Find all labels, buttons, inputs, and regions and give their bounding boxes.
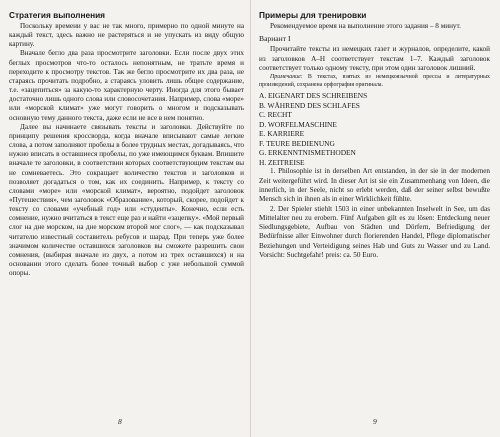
note-label: Примечание: [270, 74, 303, 81]
heading-option: H. ZEITREISE [259, 157, 305, 167]
exercise-text: 1. Philosophie ist in derselben Art entstanden, in der sie in der modernen Zeit weitergeführt wird. In dieser Art ist sie ein Zusammenhang von Ideen, die innerlich, in der Seele, nicht so erlebt werden, daß der seiner selbst bewußte Mensch sich in ihnen als in einer Wirklichkeit fühlte. [259, 167, 490, 204]
exercise-text: 2. Der Spieler stiehlt 1503 in einer unbekannten Inselwelt in See, um das Mittelalter neu zu erobern. Fünf Aufgaben gilt es zu lösen: Entdeckung neuer Siedlungsgebiete, Aufbau von Städten und Dörfern, Befriedigung der Bedürfnisse aller Einwohner durch florierenden Handel, Pflege diplomatischer Beziehungen und Verteidigung seines Hab und Guts zu Wasser und zu Land. Vorsicht: Suchtgefahr! preis: ca. 50 Euro. [259, 204, 490, 260]
task-instruction: Прочитайте тексты из немецких газет и журналов, определите, какой из заголовков A–H соответствует текстам 1–7. Каждый заголовок соответствует только одному тексту, при этом один заголовок лишний. [259, 45, 490, 72]
heading-option: E. KARRIERE [259, 129, 305, 139]
heading-option: G. ERKENNTNISMETHODEN [259, 148, 356, 158]
note [259, 74, 490, 89]
heading-option: B. WÄHREND DES SCHLAFES [259, 100, 360, 110]
page-number: 9 [373, 417, 377, 426]
heading-option: D. WORFELMASCHINE [259, 119, 337, 129]
right-page [250, 0, 500, 437]
left-page-heading: Стратегия выполнения [9, 10, 106, 20]
heading-option: C. RECHT [259, 110, 292, 120]
paragraph: Вначале бегло два раза просмотрите заголовки. Если после двух этих беглых просмотров что-то осталось непонятным, не тратьте время и переходите к просмотру текстов. Так же бегло просмотрите их два раза, не стараясь прочитать подробно, а стараясь уловить лишь общее содержание, т.е. «зацепиться» за какую-то характерную черту. Иногда для этого бывает достаточно лишь одного слова или словосочетания. Например, слова «море» или «морской климат» уже могут говорить о многом и подсказывать основную тему данного текста, даже если не все в нем понятно. [9, 49, 244, 122]
time-recommendation: Рекомендуемое время на выполнение этого задания – 8 минут. [270, 22, 461, 30]
right-page-heading: Примеры для тренировки [259, 10, 367, 20]
paragraph: Поскольку времени у вас не так много, примерно по одной минуте на каждый текст, здесь важно не растеряться и не упускать из виду общую картину. [9, 22, 244, 49]
note-text: В текстах, взятых из немецкоязычной прессы и литературных произведений, сохранена орфография оригинала. [259, 74, 490, 88]
heading-options-list [259, 91, 490, 167]
heading-option: F. TEURE BEDIENUNG [259, 138, 335, 148]
heading-option: A. EIGENART DES SCHREIBENS [259, 91, 368, 100]
paragraph: Далее вы начинаете связывать тексты и заголовки. Действуйте по принципу решения кроссворда, когда вначале вписывают самые легкие слова, а потом заполняют пробелы в более трудных местах, догадываясь, что нужно вписать в оставшиеся пробелы, по уже имеющимся буквам. Впишите вначале те заголовки, в соответствии которых соответствующим текстам вы не сомневаетесь. Это сокращает количество текстов и заголовков и позволяет догадаться о том, как их соединить. Например, к тексту со словами «море» или «морской климат», вероятно, подойдет заголовок «Путешествия», чем заголовок «Образование», который, скорее, подойдет к тексту со словами «учебный год» или «студенты». Конечно, если есть сомнение, нужно вчитаться в текст еще раз и найти «зацепку». «Мой первый слог на дне морском, на дне морском второй мог слог», — как подсказывал читателю известный составитель ребусов и шарад. При теперь уже более значимом количестве оставшихся заголовков вы сможете разрешить свои сомнения, (выбирая вначале из двух, а потом из трех оставшихся) и на основании этого сделать более точный выбор с уже небольшой суммой опоры. [9, 122, 244, 278]
variant-title: Вариант I [259, 34, 291, 44]
page-number: 8 [118, 417, 122, 426]
